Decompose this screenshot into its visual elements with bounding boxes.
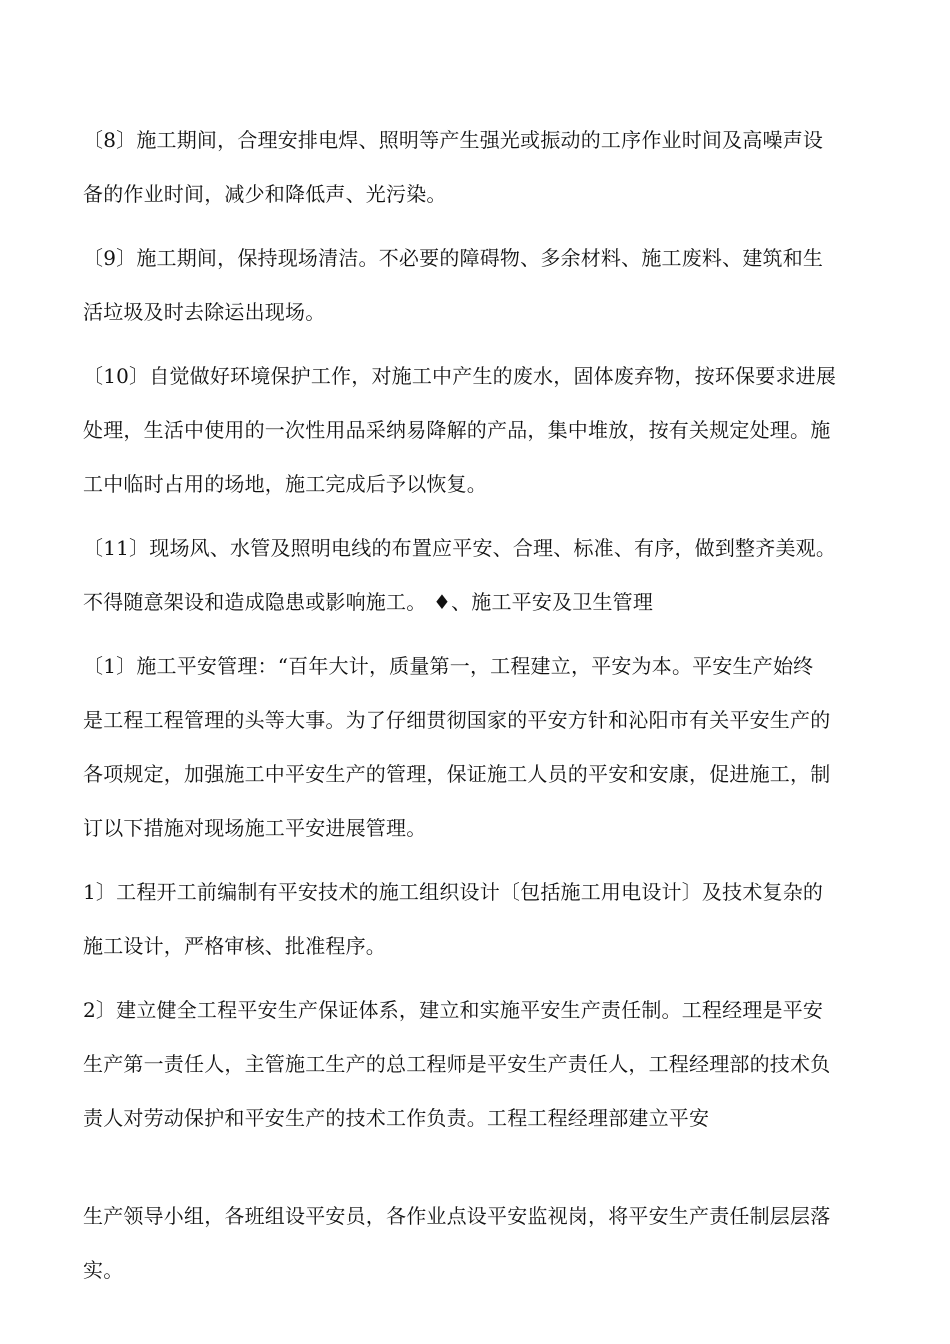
text-line: 不得随意架设和造成隐患或影响施工。 ♦、施工平安及卫生管理 xyxy=(83,590,654,614)
text-line: 处理，生活中使用的一次性用品采纳易降解的产品，集中堆放，按有关规定处理。施 xyxy=(83,418,831,442)
text-line: 备的作业时间，减少和降低声、光污染。 xyxy=(83,182,447,206)
text-line: 各项规定，加强施工中平安生产的管理，保证施工人员的平安和安康，促进施工，制 xyxy=(83,762,831,786)
text-line: 〔11〕现场风、水管及照明电线的布置应平安、合理、标准、有序，做到整齐美观。 xyxy=(83,536,837,560)
paragraph-11 xyxy=(83,521,875,629)
text-line: 活垃圾及时去除运出现场。 xyxy=(83,300,326,324)
text-line: 〔9〕施工期间，保持现场清洁。不必要的障碍物、多余材料、施工废料、建筑和生 xyxy=(83,246,824,270)
paragraph-item-1 xyxy=(83,865,875,973)
paragraph-10 xyxy=(83,349,875,511)
text-line: 是工程工程管理的头等大事。为了仔细贯彻国家的平安方针和沁阳市有关平安生产的 xyxy=(83,708,831,732)
text-line: 实。 xyxy=(83,1258,124,1282)
paragraph-item-2-continued xyxy=(83,1189,875,1297)
text-line: 生产第一责任人，主管施工生产的总工程师是平安生产责任人，工程经理部的技术负 xyxy=(83,1052,831,1076)
document-page xyxy=(83,113,875,1307)
text-line: 〔8〕施工期间，合理安排电焊、照明等产生强光或振动的工序作业时间及高噪声设 xyxy=(83,128,824,152)
text-line: 施工设计，严格审核、批准程序。 xyxy=(83,934,386,958)
text-line: 工中临时占用的场地，施工完成后予以恢复。 xyxy=(83,472,487,496)
text-line: 订以下措施对现场施工平安进展管理。 xyxy=(83,816,427,840)
paragraph-safety-management xyxy=(83,639,875,855)
text-line: 1〕工程开工前编制有平安技术的施工组织设计〔包括施工用电设计〕及技术复杂的 xyxy=(83,880,824,904)
paragraph-9 xyxy=(83,231,875,339)
text-line: 〔1〕施工平安管理：“百年大计，质量第一，工程建立，平安为本。平安生产始终 xyxy=(83,654,814,678)
paragraph-8 xyxy=(83,113,875,221)
text-line: 生产领导小组，各班组设平安员，各作业点设平安监视岗，将平安生产责任制层层落 xyxy=(83,1204,831,1228)
text-line: 2〕建立健全工程平安生产保证体系，建立和实施平安生产责任制。工程经理是平安 xyxy=(83,998,824,1022)
text-line: 责人对劳动保护和平安生产的技术工作负责。工程工程经理部建立平安 xyxy=(83,1106,710,1130)
text-line: 〔10〕自觉做好环境保护工作，对施工中产生的废水，固体废弃物，按环保要求进展 xyxy=(83,364,837,388)
paragraph-item-2 xyxy=(83,983,875,1145)
